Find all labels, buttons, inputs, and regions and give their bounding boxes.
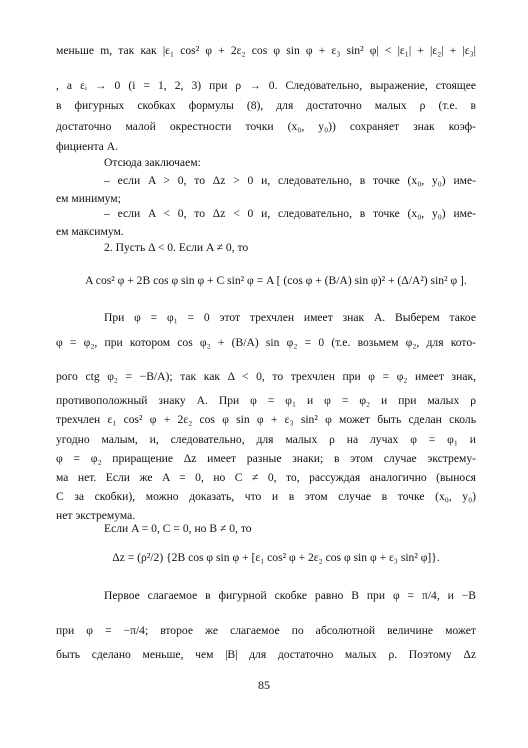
formula-increment: Δz = (ρ²/2) {2B cos φ sin φ + [ε₁ cos² φ + 2ε₂ cos φ sin φ + ε₃ sin² φ]}.	[112, 551, 440, 564]
formula-trinomial: A cos² φ + 2B cos φ sin φ + C sin² φ = A [ (cos φ + (B/A) sin φ)² + (Δ/A²) sin² φ ].	[85, 274, 467, 287]
text-line: , а εᵢ → 0 (i = 1, 2, 3) при ρ → 0. Следовательно, выражение, стоящее	[56, 79, 476, 92]
text-line: достаточно малой окрестности точки (x₀, y₀)) сохраняет знак коэф-	[56, 120, 476, 133]
text-line: ем максимум.	[56, 225, 124, 238]
text-line: C за скобки), можно доказать, что и в этом случае в точке (x₀, y₀)	[56, 490, 476, 503]
text-line: – если A < 0, то Δz < 0 и, следовательно, в точке (x₀, y₀) име-	[104, 207, 476, 220]
text-line: рого ctg φ₂ = −B/A); так как Δ < 0, то трехчлен при φ = φ₂ имеет знак,	[56, 370, 476, 383]
text-line: ма нет. Если же A = 0, но C ≠ 0, то, рассуждая аналогично (вынося	[56, 471, 476, 484]
text-line: быть сделано меньше, чем |B| для достаточно малых ρ. Поэтому Δz	[56, 648, 476, 661]
text-line: Отсюда заключаем:	[104, 156, 201, 169]
text-line: фициента A.	[56, 140, 118, 153]
text-line: противоположный знаку A. При φ = φ₁ и φ = φ₂ и при малых ρ	[56, 394, 476, 407]
text-line: φ = φ₂, при котором cos φ₂ + (B/A) sin φ₂ = 0 (т.е. возьмем φ₂, для кото-	[56, 336, 476, 349]
text-line: Если A = 0, C = 0, но B ≠ 0, то	[104, 522, 252, 535]
text-line: φ = φ₂ приращение Δz имеет разные знаки; в этом случае экстрему-	[56, 452, 476, 465]
text-line: трехчлен ε₁ cos² φ + 2ε₂ cos φ sin φ + ε₃ sin² φ может быть сделан сколь	[56, 413, 476, 426]
text-line: При φ = φ₁ = 0 этот трехчлен имеет знак A. Выберем такое	[104, 311, 476, 324]
text-line: – если A > 0, то Δz > 0 и, следовательно, в точке (x₀, y₀) име-	[104, 174, 476, 187]
text-line: нет экстремума.	[56, 509, 136, 522]
text-line: Первое слагаемое в фигурной скобке равно B при φ = π/4, и −B	[104, 589, 476, 602]
text-line: 2. Пусть Δ < 0. Если A ≠ 0, то	[104, 241, 249, 254]
text-line: угодно малым, и, следовательно, для малых ρ на лучах φ = φ₁ и	[56, 433, 476, 446]
text-line: ем минимум;	[56, 192, 121, 205]
text-line: при φ = −π/4; второе же слагаемое по абсолютной величине может	[56, 624, 476, 637]
text-line: меньше m, так как |ε₁ cos² φ + 2ε₂ cos φ sin φ + ε₃ sin² φ| < |ε₁| + |ε₂| + |ε₃|	[56, 44, 476, 57]
page-number: 85	[258, 678, 270, 692]
text-line: в фигурных скобках формулы (8), для достаточно малых ρ (т.е. в	[56, 99, 476, 112]
